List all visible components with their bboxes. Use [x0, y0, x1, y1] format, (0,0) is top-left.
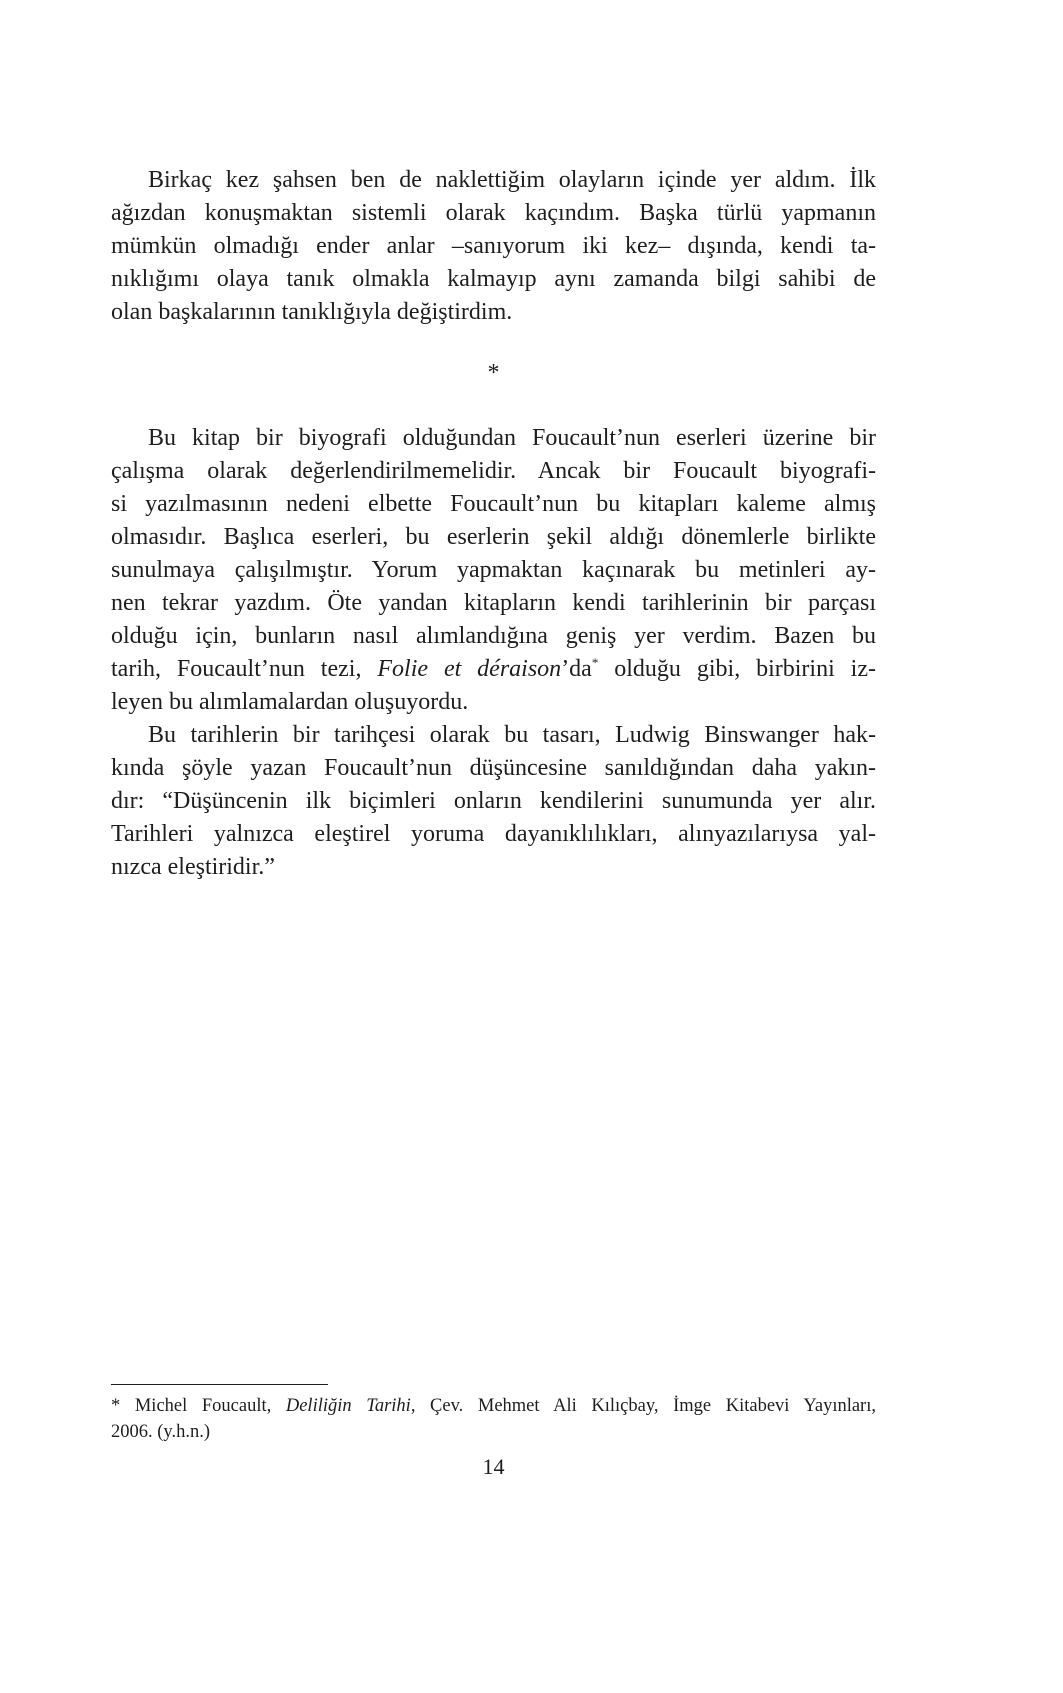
- text-line: Tarihleri yalnızca eleştirel yoruma dayanıklılıkları, alınyazılarıysa yal-: [111, 821, 876, 847]
- text-line: çalışma olarak değerlendirilmemelidir. Ancak bir Foucault biyografi-: [111, 458, 876, 484]
- text-line: si yazılmasının nedeni elbette Foucault’nun bu kitapları kaleme almış: [111, 491, 876, 517]
- text-line: leyen bu alımlamalardan oluşuyordu.: [111, 689, 469, 715]
- section-separator: *: [487, 360, 500, 386]
- footnote-divider: [111, 1384, 328, 1385]
- text-line: kında şöyle yazan Foucault’nun düşüncesine sanıldığından daha yakın-: [111, 755, 876, 781]
- text-line: nızca eleştiridir.”: [111, 854, 275, 880]
- text-line: sunulmaya çalışılmıştır. Yorum yapmaktan kaçınarak bu metinleri ay-: [111, 557, 876, 583]
- footnote-mark: *: [111, 1396, 121, 1416]
- text-line: mümkün olmadığı ender anlar –sanıyorum iki kez– dışında, kendi ta-: [111, 233, 876, 259]
- footnote-line: 2006. (y.h.n.): [111, 1422, 210, 1442]
- text-line: Birkaç kez şahsen ben de naklettiğim olayların içinde yer aldım. İlk: [148, 167, 876, 193]
- text-line: [111, 653, 876, 686]
- text-line: ağızdan konuşmaktan sistemli olarak kaçındım. Başka türlü yapmanın: [111, 200, 876, 226]
- text-line: Bu kitap bir biyografi olduğundan Foucault’nun eserleri üzerine bir: [148, 425, 876, 451]
- footnote-reference: *: [591, 655, 599, 670]
- paragraphs-2-3: [111, 422, 876, 884]
- book-title-italic: Deliliğin Tarihi: [285, 1396, 411, 1416]
- text-line: nen tekrar yazdım. Öte yandan kitapların kendi tarihlerinin bir parçası: [111, 590, 876, 616]
- page-number: 14: [482, 1454, 505, 1479]
- paragraph-1: [111, 164, 876, 329]
- text-segment: , Çev. Mehmet Ali Kılıçbay, İmge Kitabevi Yayınları,: [410, 1396, 876, 1416]
- text-line: olan başkalarının tanıklığıyla değiştirdim.: [111, 299, 513, 325]
- text-line: Bu tarihlerin bir tarihçesi olarak bu tasarı, Ludwig Binswanger hak-: [148, 722, 876, 748]
- book-title-italic: Folie et déraison: [377, 656, 562, 682]
- text-line: dır: “Düşüncenin ilk biçimleri onların kendilerini sunumunda yer alır.: [111, 788, 876, 814]
- text-segment: olduğu gibi, birbirini iz-: [598, 656, 876, 682]
- text-line: olduğu için, bunların nasıl alımlandığına geniş yer verdim. Bazen bu: [111, 623, 876, 649]
- footnote: [111, 1393, 876, 1445]
- text-segment: tarih, Foucault’nun tezi,: [111, 656, 378, 682]
- text-segment: Michel Foucault,: [120, 1396, 286, 1416]
- text-segment: ’da: [561, 656, 592, 682]
- text-line: olmasıdır. Başlıca eserleri, bu eserlerin şekil aldığı dönemlerle birlikte: [111, 524, 876, 550]
- footnote-line: [111, 1393, 876, 1419]
- text-line: nıklığımı olaya tanık olmakla kalmayıp aynı zamanda bilgi sahibi de: [111, 266, 876, 292]
